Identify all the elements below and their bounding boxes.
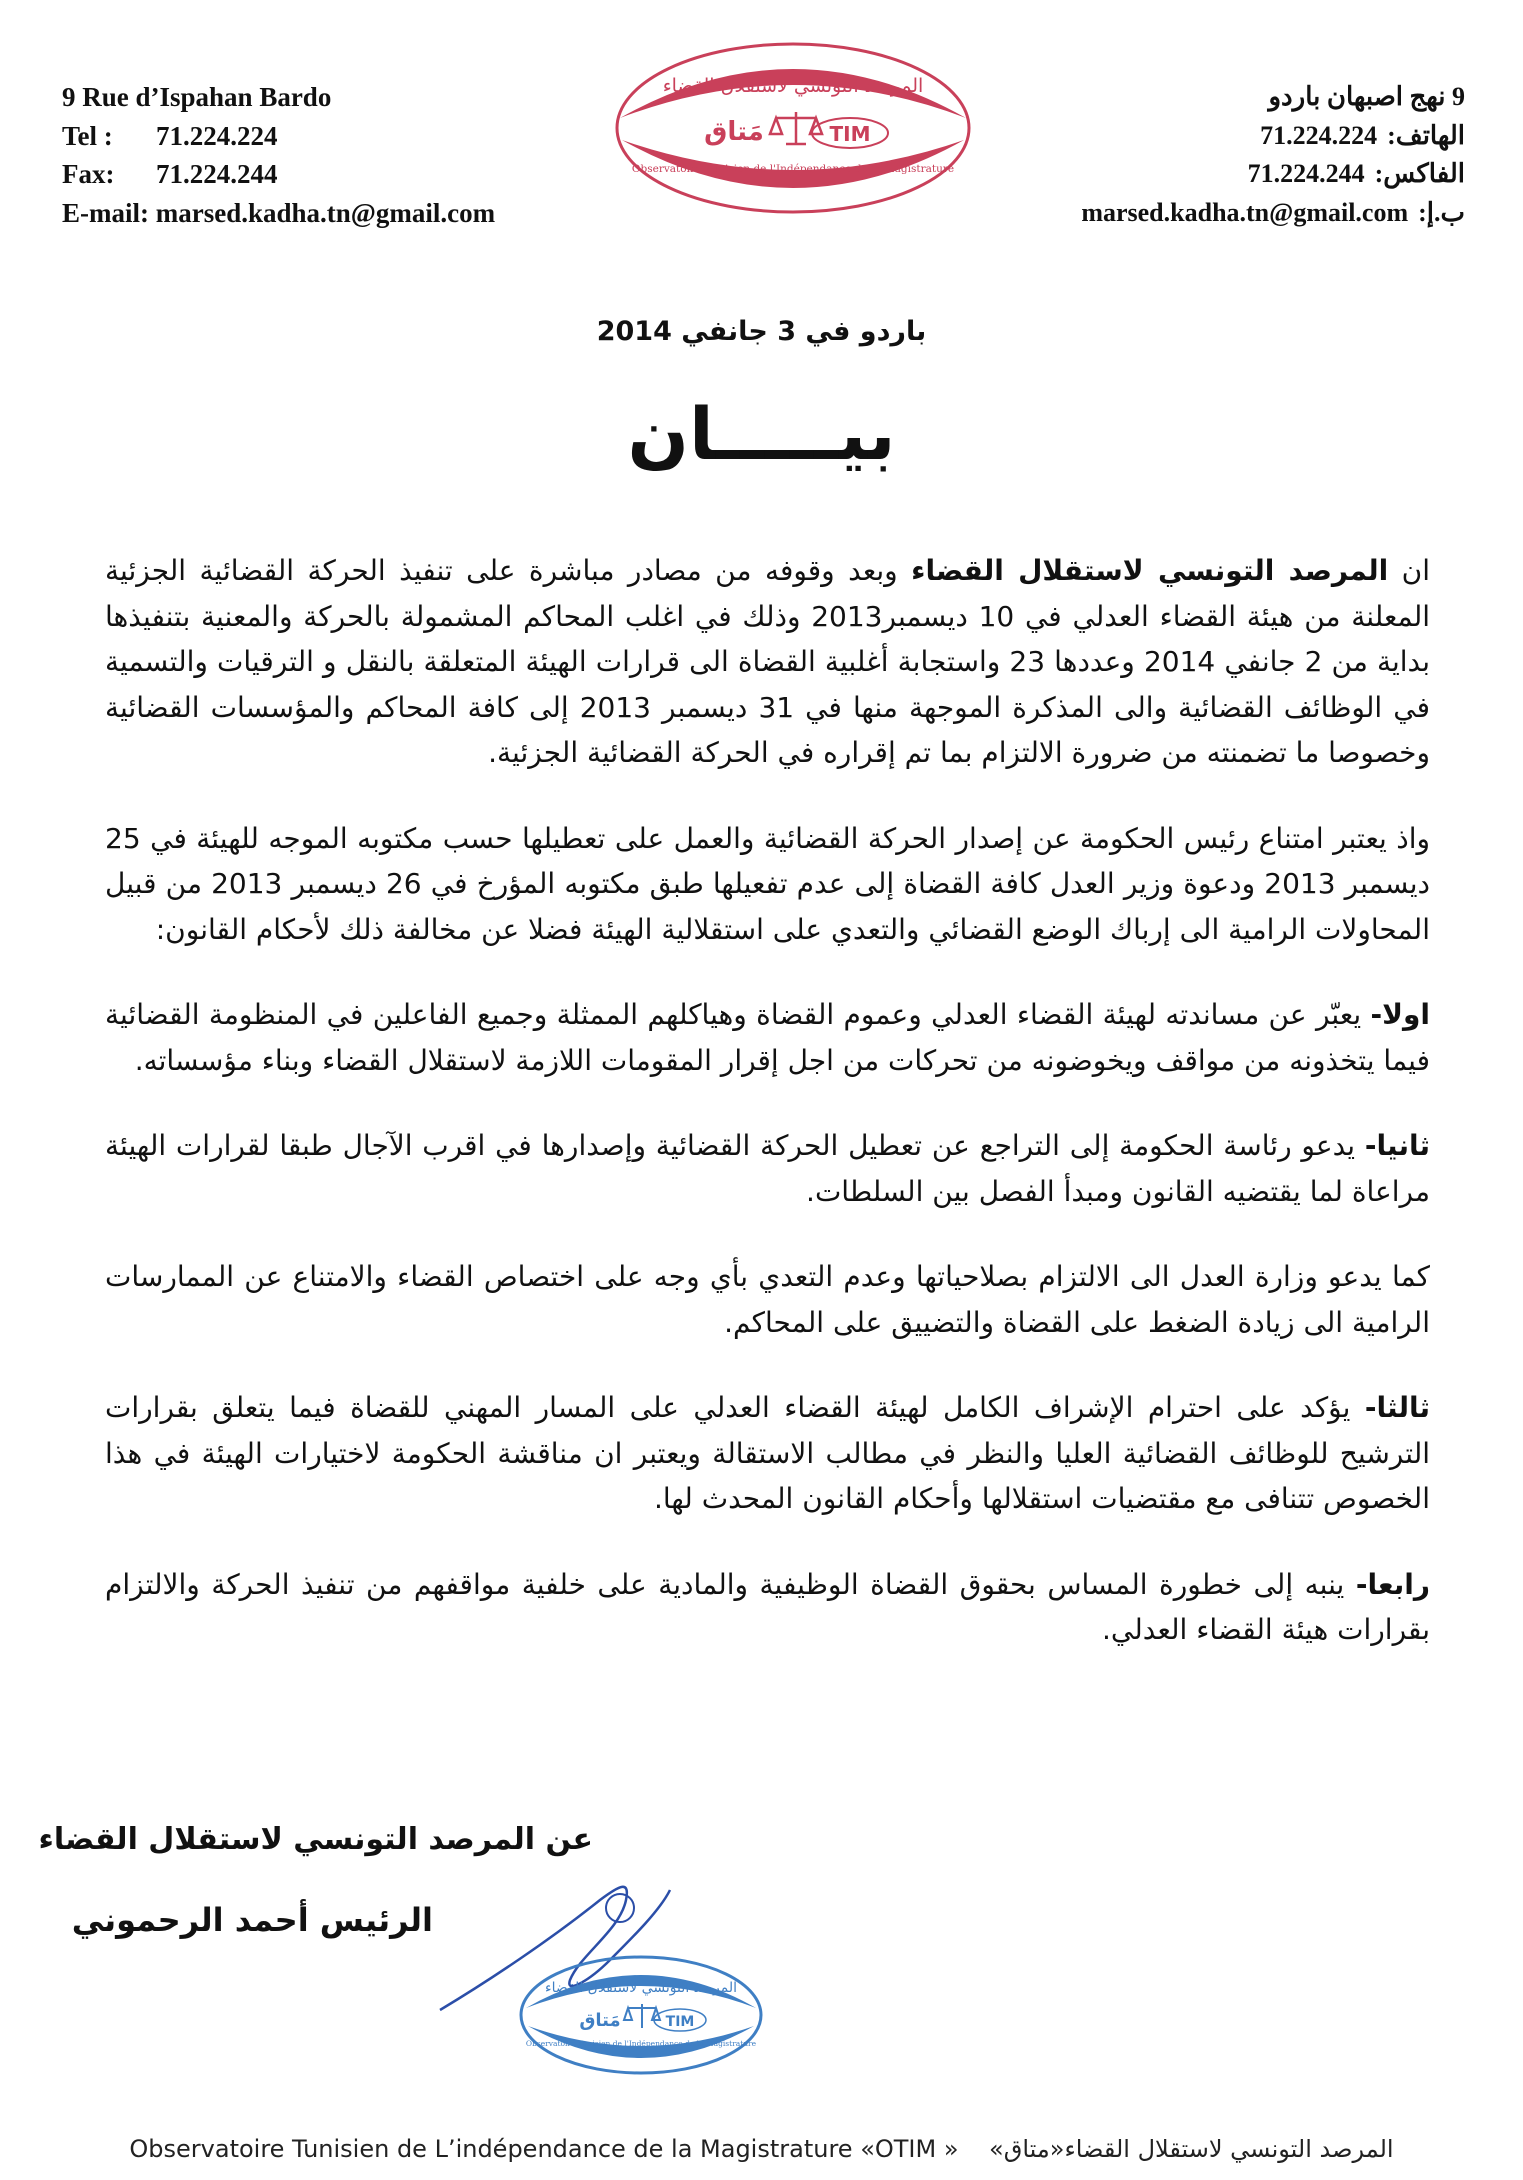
paragraph-third-label: ثالثا- bbox=[1364, 1391, 1430, 1424]
fax-label-fr: Fax: bbox=[62, 159, 115, 189]
stamp-scales-icon bbox=[624, 2004, 660, 2028]
logo-acronym-ar: مَتاق bbox=[704, 117, 764, 147]
fax-fr bbox=[62, 155, 495, 194]
official-stamp bbox=[516, 1950, 766, 2080]
paragraph-intro-org: المرصد التونسي لاستقلال القضاء bbox=[911, 554, 1389, 587]
email-label-fr: E-mail: bbox=[62, 197, 149, 228]
paragraph-considering: واذ يعتبر امتناع رئيس الحكومة عن إصدار الحركة القضائية والعمل على تعطيلها حسب مكتوبه الموجه للهيئة في 25 ديسمبر 2013 ودعوة وزير العدل كافة القضاة إلى عدم تفعيلها طبق مكتوبه المؤرخ في 26 ديسمبر 2013 من قبيل المحاولات الرامية الى إرباك الوضع القضائي والتعدي على استقلالية الهيئة فضلا عن مخالفة ذلك لأحكام القانون: bbox=[105, 821, 1430, 946]
email-fr bbox=[62, 194, 495, 233]
tel-ar bbox=[1005, 117, 1465, 156]
paragraph-first bbox=[105, 992, 1430, 1083]
fax-number-fr: 71.224.244 bbox=[156, 159, 278, 189]
tel-number-fr: 71.224.224 bbox=[156, 120, 278, 151]
fax-ar bbox=[1005, 155, 1465, 194]
tel-label-fr: Tel : bbox=[62, 120, 113, 151]
tel-fr bbox=[62, 117, 495, 156]
paragraph-fourth-label: رابعا- bbox=[1355, 1567, 1430, 1601]
document-date: باردو في 3 جانفي 2014 bbox=[596, 316, 927, 347]
email-address-ar: marsed.kadha.tn@gmail.com bbox=[1081, 197, 1409, 227]
email-address-fr: marsed.kadha.tn@gmail.com bbox=[155, 197, 496, 228]
header-contact-fr bbox=[62, 78, 495, 232]
paragraph-third bbox=[105, 1385, 1430, 1522]
fax-label-ar: الفاكس: bbox=[1374, 159, 1465, 188]
paragraph-intro-text: وبعد وقوفه من مصادر مباشرة على تنفيذ الحركة القضائية الجزئية المعلنة من هيئة القضاء العدلي في 10 ديسمبر2013 وذلك في اغلب المحاكم المشمولة بالحركة والمعنية بتنفيذها بداية من 2 جانفي 2014 وعددها 23 واستجابة أغلبية القضاة الى قرارات الهيئة المتعلقة بالنقل و الترقيات والتسمية في الوظائف القضائية والى المذكرة الموجهة منها في 31 ديسمبر 2013 إلى كافة المحاكم والمؤسسات القضائية وخصوصا ما تضمنته من ضرورة الالتزام بما تم إقراره في الحركة القضائية الجزئية. bbox=[105, 554, 1431, 769]
signature-name: الرئيس أحمد الرحموني bbox=[71, 1901, 433, 1939]
paragraph-fourth-text: ينبه إلى خطورة المساس بحقوق القضاة الوظيفية والمادية على خلفية مواقفهم من تنفيذ الحركة والالتزام بقرارات هيئة القضاء العدلي. bbox=[105, 1567, 1430, 1646]
statement-body bbox=[105, 548, 1430, 1693]
logo-acronym-fr: TIM bbox=[829, 122, 871, 146]
logo-french-name: Observatoire Tunisien de l'Indépendance de la Magistrature bbox=[631, 163, 955, 175]
paragraph-first-text: يعبّر عن مساندته لهيئة القضاء العدلي وعموم القضاة وهياكلهم الممثلة وجميع الفاعلين في المنظومة القضائية فيما يتخذونه من مواقف ويخوضونه من تحركات من اجل إقرار المقومات اللازمة لاستقلال القضاء وبناء مؤسساته. bbox=[105, 998, 1430, 1077]
paragraph-third-text: يؤكد على احترام الإشراف الكامل لهيئة القضاء العدلي على المسار المهني للقضاة فيما يتعلق بقرارات الترشيح للوظائف القضائية العليا والنظر في مطالب الاستقالة ويعتبر ان مناقشة الحكومة لاختيارات الهيئة في هذا الخصوص تتنافى مع مقتضيات استقلالها وأحكام القانون المحدث لها. bbox=[105, 1391, 1430, 1515]
logo-arabic-name: المرصد التونسي لاستقلال القضاء bbox=[662, 75, 924, 97]
stamp-acronym-ar: مَتاق bbox=[579, 2010, 621, 2031]
otim-logo bbox=[612, 40, 974, 216]
stamp-french-name: Observatoire Tunisien de l'Indépendance de la Magistrature bbox=[525, 2039, 757, 2048]
address-ar: 9 نهج اصبهان باردو bbox=[1268, 82, 1465, 111]
paragraph-intro bbox=[105, 548, 1430, 776]
fax-number-ar: 71.224.244 bbox=[1247, 159, 1365, 188]
email-label-ar: ب.إ: bbox=[1418, 197, 1465, 227]
stamp-acronym-fr: TIM bbox=[665, 2014, 695, 2030]
footer-ar: المرصد التونسي لاستقلال القضاء«متاق» bbox=[989, 2135, 1394, 2163]
paragraph-second-label: ثانيا- bbox=[1364, 1129, 1430, 1162]
tel-label-ar: الهاتف: bbox=[1387, 120, 1465, 150]
document-title: بيـــــان bbox=[627, 392, 896, 476]
header-contact-ar bbox=[1005, 78, 1465, 232]
paragraph-second bbox=[105, 1123, 1430, 1214]
paragraph-second-text: يدعو رئاسة الحكومة إلى التراجع عن تعطيل الحركة القضائية وإصدارها في اقرب الآجال طبقا لقرارات الهيئة مراعاة لما يقتضيه القانون ومبدأ الفصل بين السلطات. bbox=[105, 1129, 1430, 1208]
tel-number-ar: 71.224.224 bbox=[1260, 120, 1378, 150]
paragraph-first-label: اولا- bbox=[1370, 998, 1430, 1031]
paragraph-fourth bbox=[105, 1562, 1430, 1653]
paragraph-intro-pre: ان bbox=[1388, 554, 1430, 587]
footer-fr: Observatoire Tunisien de L’indépendance de la Magistrature «OTIM » bbox=[129, 2135, 959, 2163]
address-fr: 9 Rue d’Ispahan Bardo bbox=[62, 82, 332, 112]
signature-org: عن المرصد التونسي لاستقلال القضاء bbox=[38, 1822, 593, 1857]
email-ar bbox=[1005, 194, 1465, 233]
stamp-arabic-name: المرصد التونسي لاستقلال القضاء bbox=[544, 1980, 738, 1996]
page-footer bbox=[0, 2135, 1523, 2163]
paragraph-also: كما يدعو وزارة العدل الى الالتزام بصلاحياتها وعدم التعدي بأي وجه على اختصاص القضاء والامتناع عن الممارسات الرامية الى زيادة الضغط على القضاة والتضييق على المحاكم. bbox=[105, 1260, 1430, 1339]
